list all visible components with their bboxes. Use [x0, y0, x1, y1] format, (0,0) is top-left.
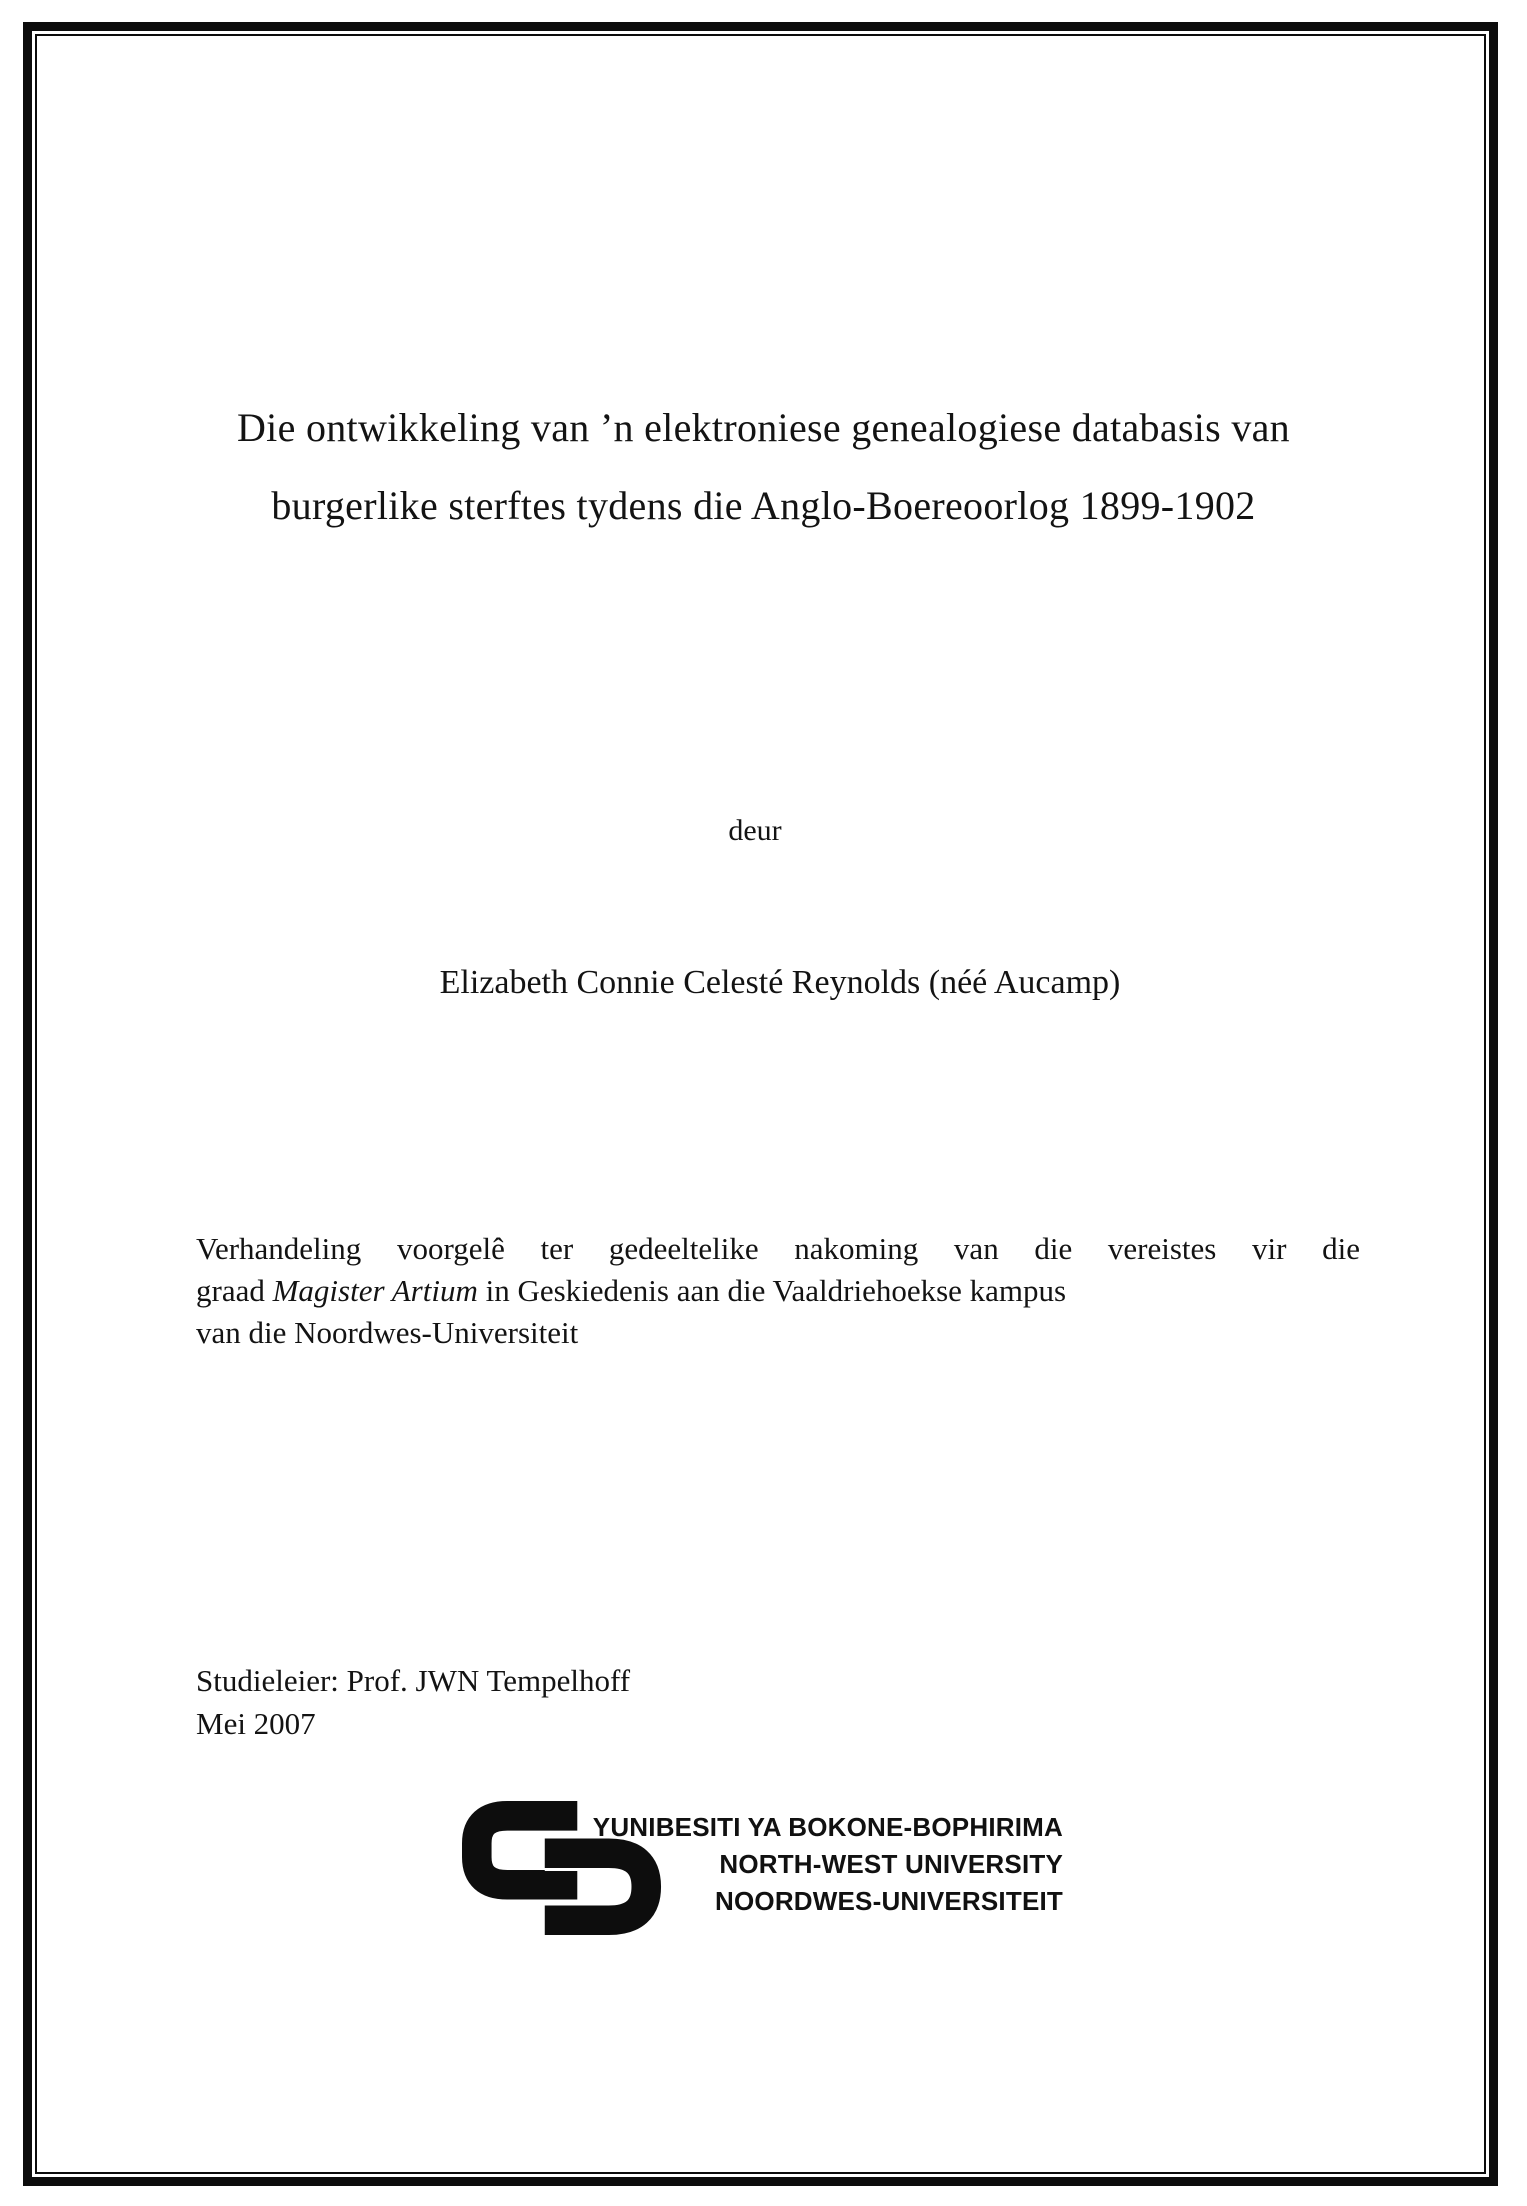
byline-label: deur [728, 814, 782, 847]
degree-statement-line-2 [196, 1270, 1360, 1312]
thesis-title [80, 389, 1447, 545]
degree-statement-line-2-prefix: graad [196, 1273, 273, 1308]
degree-statement-line-1: Verhandeling voorgelê ter gedeeltelike nakoming van die vereistes vir die [196, 1231, 1360, 1266]
north-west-university-logo [462, 1797, 1082, 1939]
supervisor-block [196, 1659, 630, 1745]
university-name-block [581, 1809, 1063, 1920]
degree-name: Magister Artium [272, 1273, 478, 1308]
university-name-setswana: YUNIBESITI YA BOKONE-BOPHIRIMA [592, 1812, 1063, 1842]
degree-statement-line-3: van die Noordwes-Universiteit [196, 1315, 579, 1350]
thesis-title-line-2: burgerlike sterftes tydens die Anglo-Boereoorlog 1899-1902 [271, 483, 1256, 528]
supervisor-line: Studieleier: Prof. JWN Tempelhoff [196, 1663, 631, 1698]
author-name: Elizabeth Connie Celesté Reynolds (néé Aucamp) [439, 964, 1121, 1001]
university-name-english: NORTH-WEST UNIVERSITY [719, 1849, 1063, 1879]
thesis-title-line-1: Die ontwikkeling van ’n elektroniese genealogiese databasis van [236, 405, 1290, 450]
degree-statement-line-2-suffix: in Geskiedenis aan die Vaaldriehoekse kampus [477, 1273, 1067, 1308]
degree-statement [196, 1228, 1360, 1354]
date-line: Mei 2007 [196, 1706, 316, 1741]
university-name-afrikaans: NOORDWES-UNIVERSITEIT [715, 1886, 1063, 1916]
